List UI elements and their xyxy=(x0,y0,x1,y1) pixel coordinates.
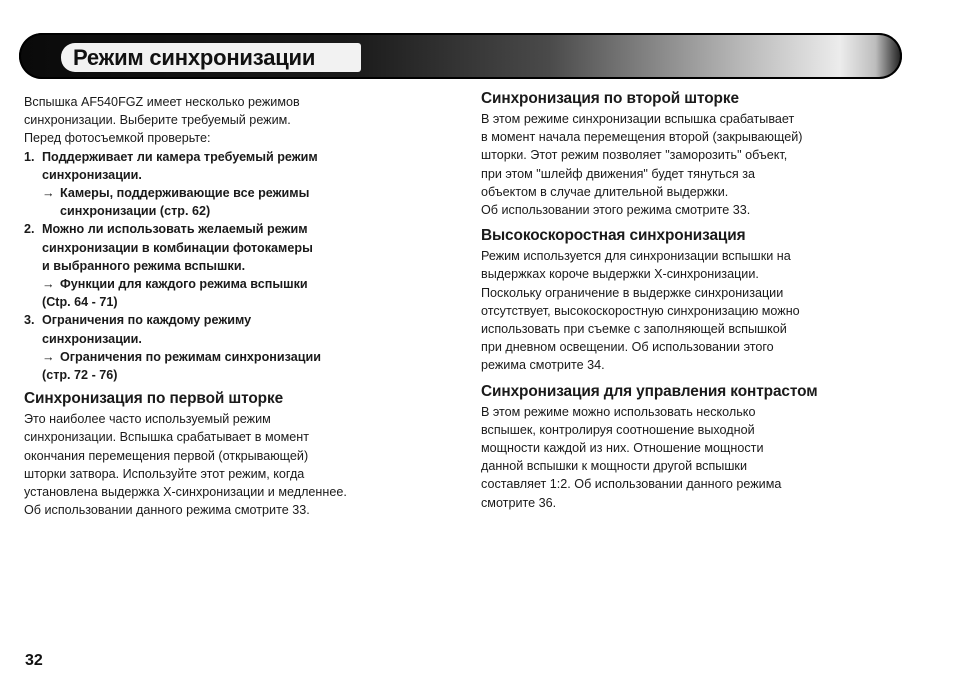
intro-text xyxy=(24,93,442,148)
section-line: выдержках короче выдержки X-синхронизации. xyxy=(481,267,759,282)
checklist-item xyxy=(24,148,442,221)
item-line: синхронизации. xyxy=(42,167,142,182)
section-line: Это наиболее часто используемый режим xyxy=(24,412,271,427)
section-line: синхронизации. Вспышка срабатывает в момент xyxy=(24,430,310,445)
section-line: при дневном освещении. Об использовании этого xyxy=(481,340,774,355)
section-line: Об использовании этого режима смотрите 33. xyxy=(481,203,751,218)
reference-line: (стр. 72 - 76) xyxy=(42,368,118,383)
reference-line: синхронизации (стр. 62) xyxy=(60,204,211,219)
item-number: 2. xyxy=(24,222,35,237)
section-first-curtain xyxy=(24,388,442,519)
section-line: вспышек, контролируя соотношение выходной xyxy=(481,422,755,437)
item-line: Можно ли использовать желаемый режим xyxy=(42,222,308,237)
intro-line: Вспышка AF540FGZ имеет несколько режимов xyxy=(24,95,300,109)
arrow-right-icon: → xyxy=(42,186,55,201)
section-line: Поскольку ограничение в выдержке синхронизации xyxy=(481,285,784,300)
section-heading: Синхронизация для управления контрастом xyxy=(481,382,818,400)
section-line: данной вспышки к мощности другой вспышки xyxy=(481,459,747,474)
page-title: Режим синхронизации xyxy=(73,45,316,70)
item-line: синхронизации в комбинации фотокамеры xyxy=(42,240,313,255)
section-line: использовать при съемке с заполняющей вспышкой xyxy=(481,322,787,337)
section-line: шторки. Этот режим позволяет "заморозить" объект, xyxy=(481,148,788,163)
section-heading: Синхронизация по первой шторке xyxy=(24,390,284,408)
page-number: 32 xyxy=(25,652,43,669)
section-line: мощности каждой из них. Отношение мощности xyxy=(481,441,764,456)
reference-line: Камеры, поддерживающие все режимы xyxy=(60,186,310,201)
intro-line: синхронизации. Выберите требуемый режим. xyxy=(24,113,291,128)
section-line: отсутствует, высокоскоростную синхронизацию можно xyxy=(481,303,800,318)
reference-line: Функции для каждого режима вспышки xyxy=(60,277,308,292)
reference-line: Ограничения по режимам синхронизации xyxy=(60,349,321,364)
section-line: В этом режиме синхронизации вспышка срабатывает xyxy=(481,112,795,126)
checklist-item xyxy=(24,311,442,384)
title-banner xyxy=(19,33,902,79)
reference-line: (Ctp. 64 - 71) xyxy=(42,295,118,310)
item-line: и выбранного режима вспышки. xyxy=(42,258,246,273)
section-line: режима смотрите 34. xyxy=(481,358,605,373)
item-line: Поддерживает ли камера требуемый режим xyxy=(42,149,318,164)
section-line: составляет 1:2. Об использовании данного режима xyxy=(481,477,782,492)
section-line: объектом в случае длительной выдержки. xyxy=(481,184,729,199)
section-line: в момент начала перемещения второй (закрывающей) xyxy=(481,130,803,145)
section-contrast-control xyxy=(481,381,911,512)
section-line: Об использовании данного режима смотрите 33. xyxy=(24,503,310,518)
item-reference xyxy=(42,275,442,293)
section-line: окончания перемещения первой (открывающей) xyxy=(24,448,309,463)
item-number: 3. xyxy=(24,313,35,328)
section-heading: Синхронизация по второй шторке xyxy=(481,90,739,107)
item-number: 1. xyxy=(24,149,35,164)
arrow-right-icon: → xyxy=(42,277,55,292)
left-column xyxy=(24,93,442,519)
item-reference xyxy=(42,348,442,366)
section-line: Режим используется для синхронизации вспышки на xyxy=(481,249,791,264)
arrow-right-icon: → xyxy=(42,349,55,364)
section-line: В этом режиме можно использовать несколько xyxy=(481,404,756,419)
section-line: установлена выдержка X-синхронизации и медленнее. xyxy=(24,485,347,500)
item-line: Ограничения по каждому режиму xyxy=(42,313,252,328)
section-second-curtain xyxy=(481,88,911,219)
section-heading: Высокоскоростная синхронизация xyxy=(481,227,746,245)
checklist xyxy=(24,148,442,385)
section-high-speed-sync xyxy=(481,225,911,374)
item-line: синхронизации. xyxy=(42,331,142,346)
checklist-item xyxy=(24,220,442,311)
title-plate xyxy=(61,43,361,72)
item-reference xyxy=(42,184,442,202)
section-line: шторки затвора. Используйте этот режим, когда xyxy=(24,466,305,481)
section-line: при этом "шлейф движения" будет тянуться за xyxy=(481,166,755,181)
intro-line: Перед фотосъемкой проверьте: xyxy=(24,131,211,146)
section-line: смотрите 36. xyxy=(481,495,557,510)
right-column xyxy=(481,88,911,512)
